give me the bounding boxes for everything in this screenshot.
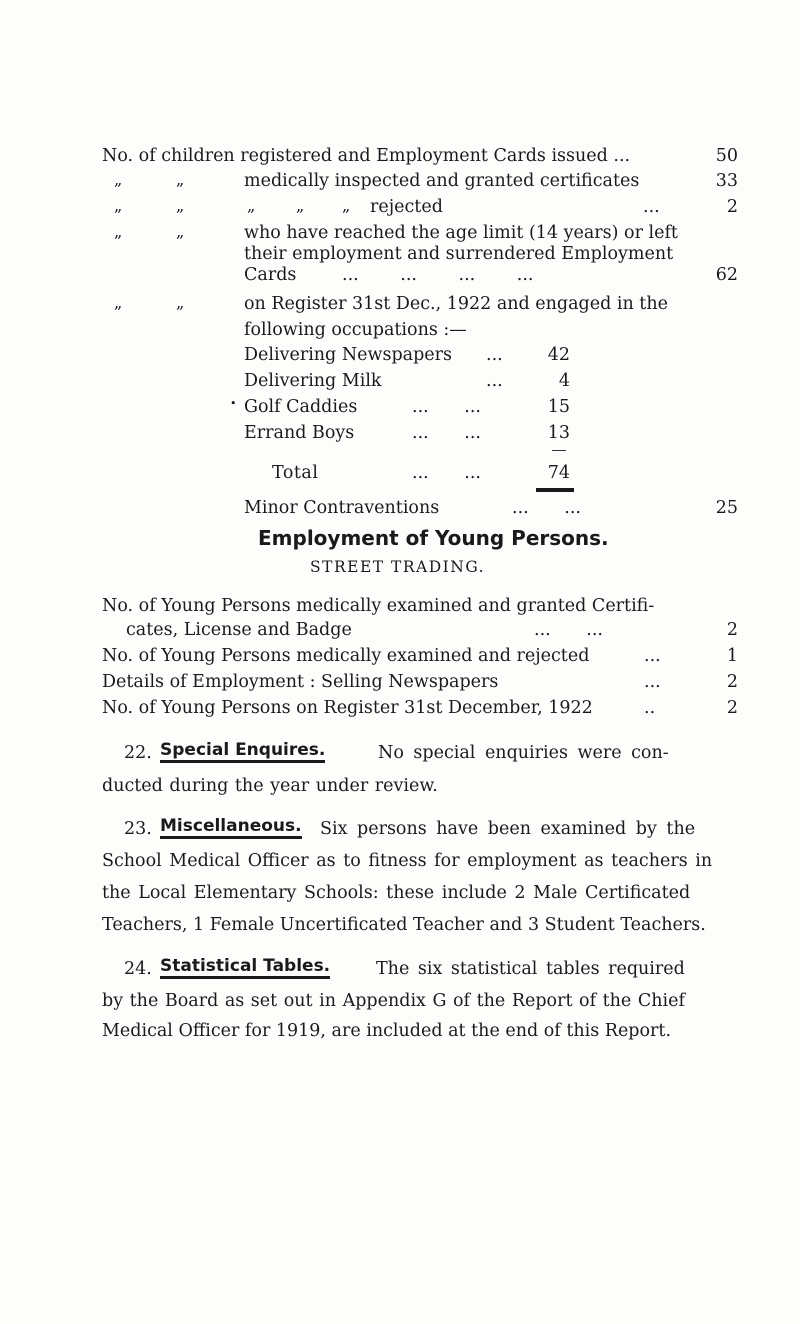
ditto-mark: „ [114, 222, 123, 241]
minor-contraventions-label: Minor Contraventions [244, 498, 440, 518]
occupation-value: 42 [547, 345, 570, 365]
age-limit-text-1: who have reached the age limit (14 years) or left [244, 223, 678, 243]
age-limit-value: 62 [715, 265, 738, 285]
medically-inspected-text: medically inspected and granted certificates [244, 171, 640, 191]
occupation-dots: ... ... [412, 423, 481, 443]
young-persons-row-text: cates, License and Badge [126, 620, 352, 640]
stray-mark: • [230, 397, 237, 410]
age-limit-dots: ... ... ... ... [342, 265, 534, 285]
young-persons-heading: Employment of Young Persons. [258, 526, 609, 550]
young-persons-row-text: No. of Young Persons on Register 31st December, 1922 [102, 698, 593, 718]
ditto-mark: „ [114, 196, 123, 215]
rejected-value: 2 [726, 197, 738, 217]
occupation-label: Delivering Milk [244, 371, 382, 391]
section-text: Medical Officer for 1919, are included at the end of this Report. [102, 1021, 672, 1041]
section-text: the Local Elementary Schools: these include 2 Male Certificated [102, 883, 691, 903]
occupation-value: 4 [558, 371, 570, 391]
young-persons-row-value: 1 [726, 646, 738, 666]
section-text: by the Board as set out in Appendix G of the Report of the Chief [102, 991, 685, 1011]
ditto-mark: „ [114, 170, 123, 189]
medically-inspected-value: 33 [715, 171, 738, 191]
ditto-mark: „ [176, 222, 185, 241]
section-text: Six persons have been examined by the [320, 819, 696, 839]
ditto-mark: „ [176, 293, 185, 312]
occupation-label: Delivering Newspapers [244, 345, 452, 365]
minor-contraventions-dots: ... ... [512, 498, 581, 518]
ditto-mark: „ [176, 170, 185, 189]
young-persons-row-dots: ... [644, 646, 661, 666]
occupation-dots: ... [486, 345, 503, 365]
section-title: Miscellaneous. [160, 816, 302, 839]
section-text: ducted during the year under review. [102, 776, 438, 796]
total-double-rule [536, 488, 574, 492]
minor-contraventions-value: 25 [715, 498, 738, 518]
young-persons-row-dots: .. [644, 698, 656, 718]
occupation-label: Errand Boys [244, 423, 355, 443]
young-persons-row-dots: ... ... [534, 620, 603, 640]
on-register-text-1: on Register 31st Dec., 1922 and engaged in the [244, 294, 668, 314]
section-number: 22. [124, 743, 152, 763]
young-persons-row-text: No. of Young Persons medically examined and granted Certifi- [102, 596, 655, 616]
section-number: 23. [124, 819, 152, 839]
occupation-dots: ... ... [412, 397, 481, 417]
ditto-mark: „ [176, 196, 185, 215]
section-title: Special Enquires. [160, 740, 325, 763]
section-title: Statistical Tables. [160, 956, 330, 979]
young-persons-row-value: 2 [726, 698, 738, 718]
occupation-label: Golf Caddies [244, 397, 358, 417]
young-persons-row-value: 2 [726, 672, 738, 692]
age-limit-text-3: Cards [244, 265, 297, 285]
children-registered-value: 50 [715, 146, 738, 166]
age-limit-text-2: their employment and surrendered Employment [244, 244, 674, 264]
young-persons-row-text: No. of Young Persons medically examined and rejected [102, 646, 590, 666]
sum-rule [552, 450, 566, 451]
section-number: 24. [124, 959, 152, 979]
rejected-text: rejected [370, 197, 443, 217]
street-trading-subheading: STREET TRADING. [310, 558, 486, 576]
ditto-mark: „ [296, 196, 305, 215]
young-persons-row-dots: ... [644, 672, 661, 692]
young-persons-row-text: Details of Employment : Selling Newspapers [102, 672, 499, 692]
young-persons-row-value: 2 [726, 620, 738, 640]
total-dots: ... ... [412, 463, 481, 483]
occupation-value: 13 [547, 423, 570, 443]
ditto-mark: „ [342, 196, 351, 215]
occupation-dots: ... [486, 371, 503, 391]
section-text: School Medical Officer as to fitness for employment as teachers in [102, 851, 713, 871]
total-label: Total [272, 463, 319, 483]
children-registered-text: No. of children registered and Employment Cards issued ... [102, 146, 631, 166]
rejected-dots: ... [643, 197, 660, 217]
total-value: 74 [547, 463, 570, 483]
section-text: Teachers, 1 Female Uncertificated Teacher and 3 Student Teachers. [102, 915, 706, 935]
on-register-text-2: following occupations :— [244, 320, 467, 340]
ditto-mark: „ [247, 196, 256, 215]
ditto-mark: „ [114, 293, 123, 312]
section-text: The six statistical tables required [376, 959, 685, 979]
occupation-value: 15 [547, 397, 570, 417]
section-text: No special enquiries were con- [378, 743, 669, 763]
